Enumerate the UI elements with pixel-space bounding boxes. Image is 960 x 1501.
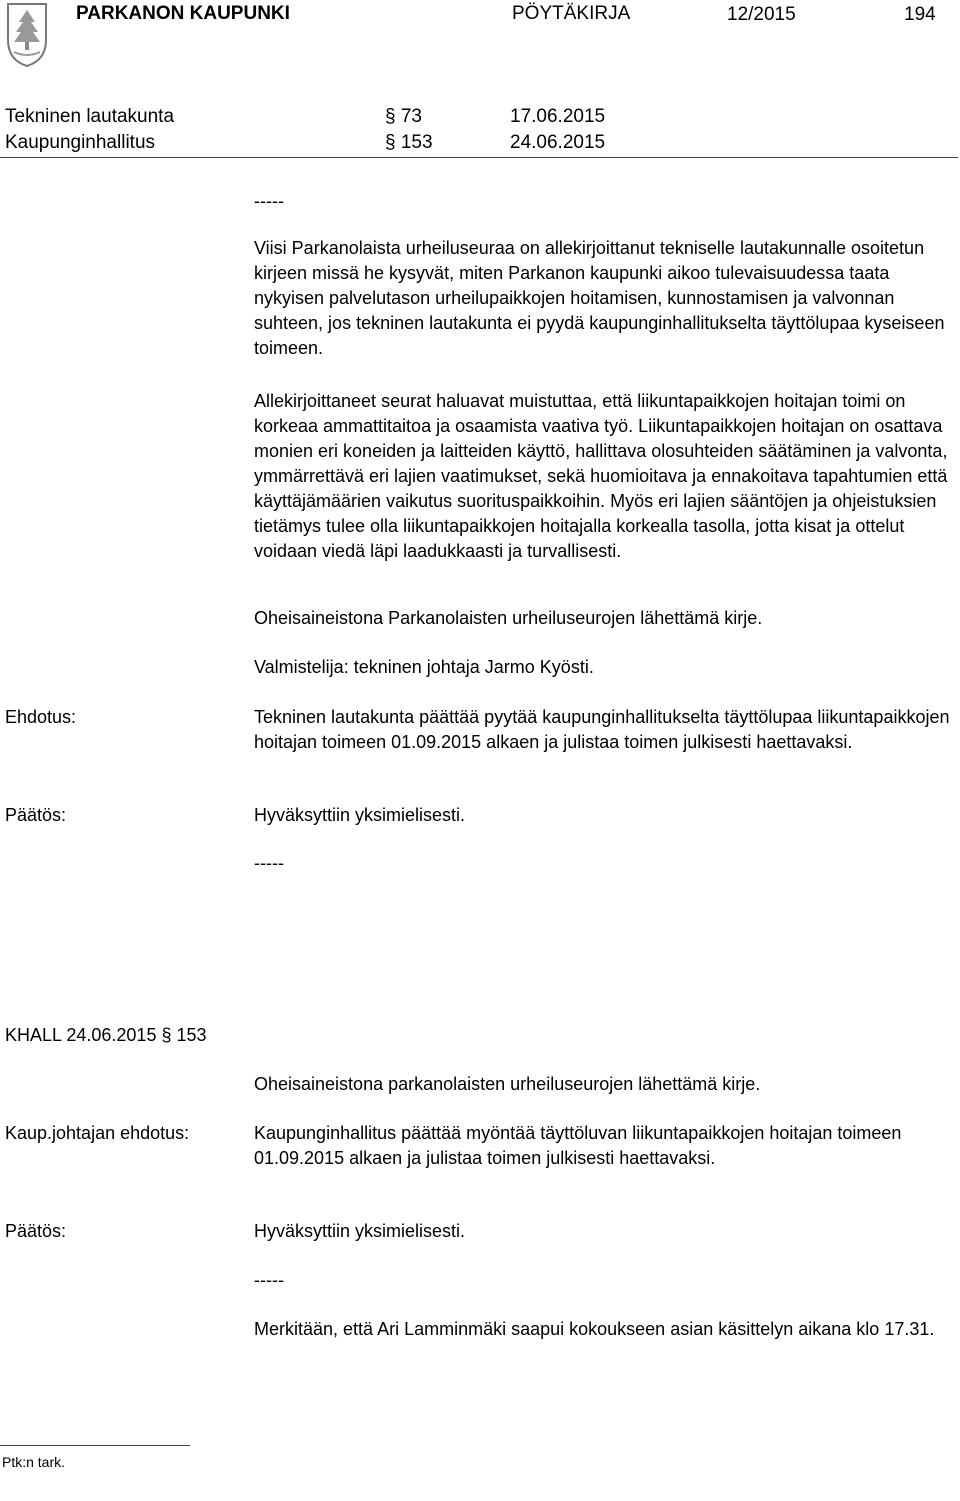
meeting-body-2: Kaupunginhallitus bbox=[5, 132, 156, 153]
issue-number: 12/2015 bbox=[727, 4, 796, 25]
meeting-date-2: 24.06.2015 bbox=[510, 132, 606, 153]
meeting-section-2: § 153 bbox=[385, 132, 433, 153]
khall-heading: KHALL 24.06.2015 § 153 bbox=[5, 1025, 207, 1045]
separator: ----- bbox=[254, 191, 284, 211]
separator-3: ----- bbox=[254, 1270, 284, 1290]
proposal-text: Tekninen lautakunta päättää pyytää kaupunginhallitukselta täyttölupaa liikuntapaikkojen hoitajan toimeen 01.09.2015 alkaen ja julistaa toimen julkisesti haettavaksi. bbox=[254, 707, 950, 752]
mayor-proposal-text: Kaupunginhallitus päättää myöntää täyttöluvan liikuntapaikkojen hoitajan toimeen 01.09.2015 alkaen ja julistaa toimen julkisesti haettavaksi. bbox=[254, 1123, 902, 1168]
city-crest-logo bbox=[6, 2, 48, 68]
meeting-section-1: § 73 bbox=[385, 106, 422, 127]
khall-attachment: Oheisaineistona parkanolaisten urheiluseurojen lähettämä kirje. bbox=[254, 1074, 761, 1094]
doc-type: PÖYTÄKIRJA bbox=[512, 3, 631, 24]
paragraph-intro: Viisi Parkanolaista urheiluseuraa on allekirjoittanut tekniselle lautakunnalle osoitetun kirjeen missä he kysyvät, miten Parkanon kaupunki aikoo tulevaisuudessa taata nykyisen palvelutason urheilupaikkojen hoitamisen, kunnostamisen ja valvonnan suhteen, jos tekninen lautakunta ei pyydä kaupunginhallitukselta täyttölupaa kyseiseen toimeen. bbox=[254, 238, 945, 358]
org-name: PARKANON KAUPUNKI bbox=[76, 3, 290, 24]
footer-rule bbox=[0, 1445, 190, 1446]
decision-label-1: Päätös: bbox=[5, 805, 67, 825]
separator-2: ----- bbox=[254, 853, 284, 873]
decision-text-2: Hyväksyttiin yksimielisesti. bbox=[254, 1221, 466, 1241]
footer-label: Ptk:n tark. bbox=[2, 1454, 66, 1470]
header-rule bbox=[0, 157, 958, 158]
mayor-proposal-label: Kaup.johtajan ehdotus: bbox=[5, 1123, 190, 1143]
decision-label-2: Päätös: bbox=[5, 1221, 67, 1241]
meeting-body-1: Tekninen lautakunta bbox=[5, 106, 175, 127]
note-text: Merkitään, että Ari Lamminmäki saapui kokoukseen asian käsittelyn aikana klo 17.31. bbox=[254, 1319, 935, 1339]
meeting-date-1: 17.06.2015 bbox=[510, 106, 606, 127]
decision-text-1: Hyväksyttiin yksimielisesti. bbox=[254, 805, 466, 825]
proposal-label: Ehdotus: bbox=[5, 707, 77, 727]
paragraph-preparer: Valmistelija: tekninen johtaja Jarmo Kyösti. bbox=[254, 657, 594, 677]
paragraph-attachment: Oheisaineistona Parkanolaisten urheiluseurojen lähettämä kirje. bbox=[254, 608, 763, 628]
paragraph-reminder: Allekirjoittaneet seurat haluavat muistuttaa, että liikuntapaikkojen hoitajan toimi on korkeaa ammattitaitoa ja osaamista vaativa työ. Liikuntapaikkojen hoitajan on osattava monien eri koneiden ja laitteiden käyttö, hallittava olosuhteiden säätäminen ja valvonta, ymmärrettävä eri lajien vaatimukset, sekä huomioitava ja ennakoitava tapahtumien että käyttäjämäärien vaikutus suorituspaikkoihin. Myös eri lajien sääntöjen ja ohjeistuksien tietämys tulee olla liikuntapaikkojen hoitajalla korkealla tasolla, jotta kisat ja ottelut voidaan viedä läpi laadukkaasti ja turvallisesti. bbox=[254, 391, 948, 561]
page-number: 194 bbox=[904, 4, 936, 25]
